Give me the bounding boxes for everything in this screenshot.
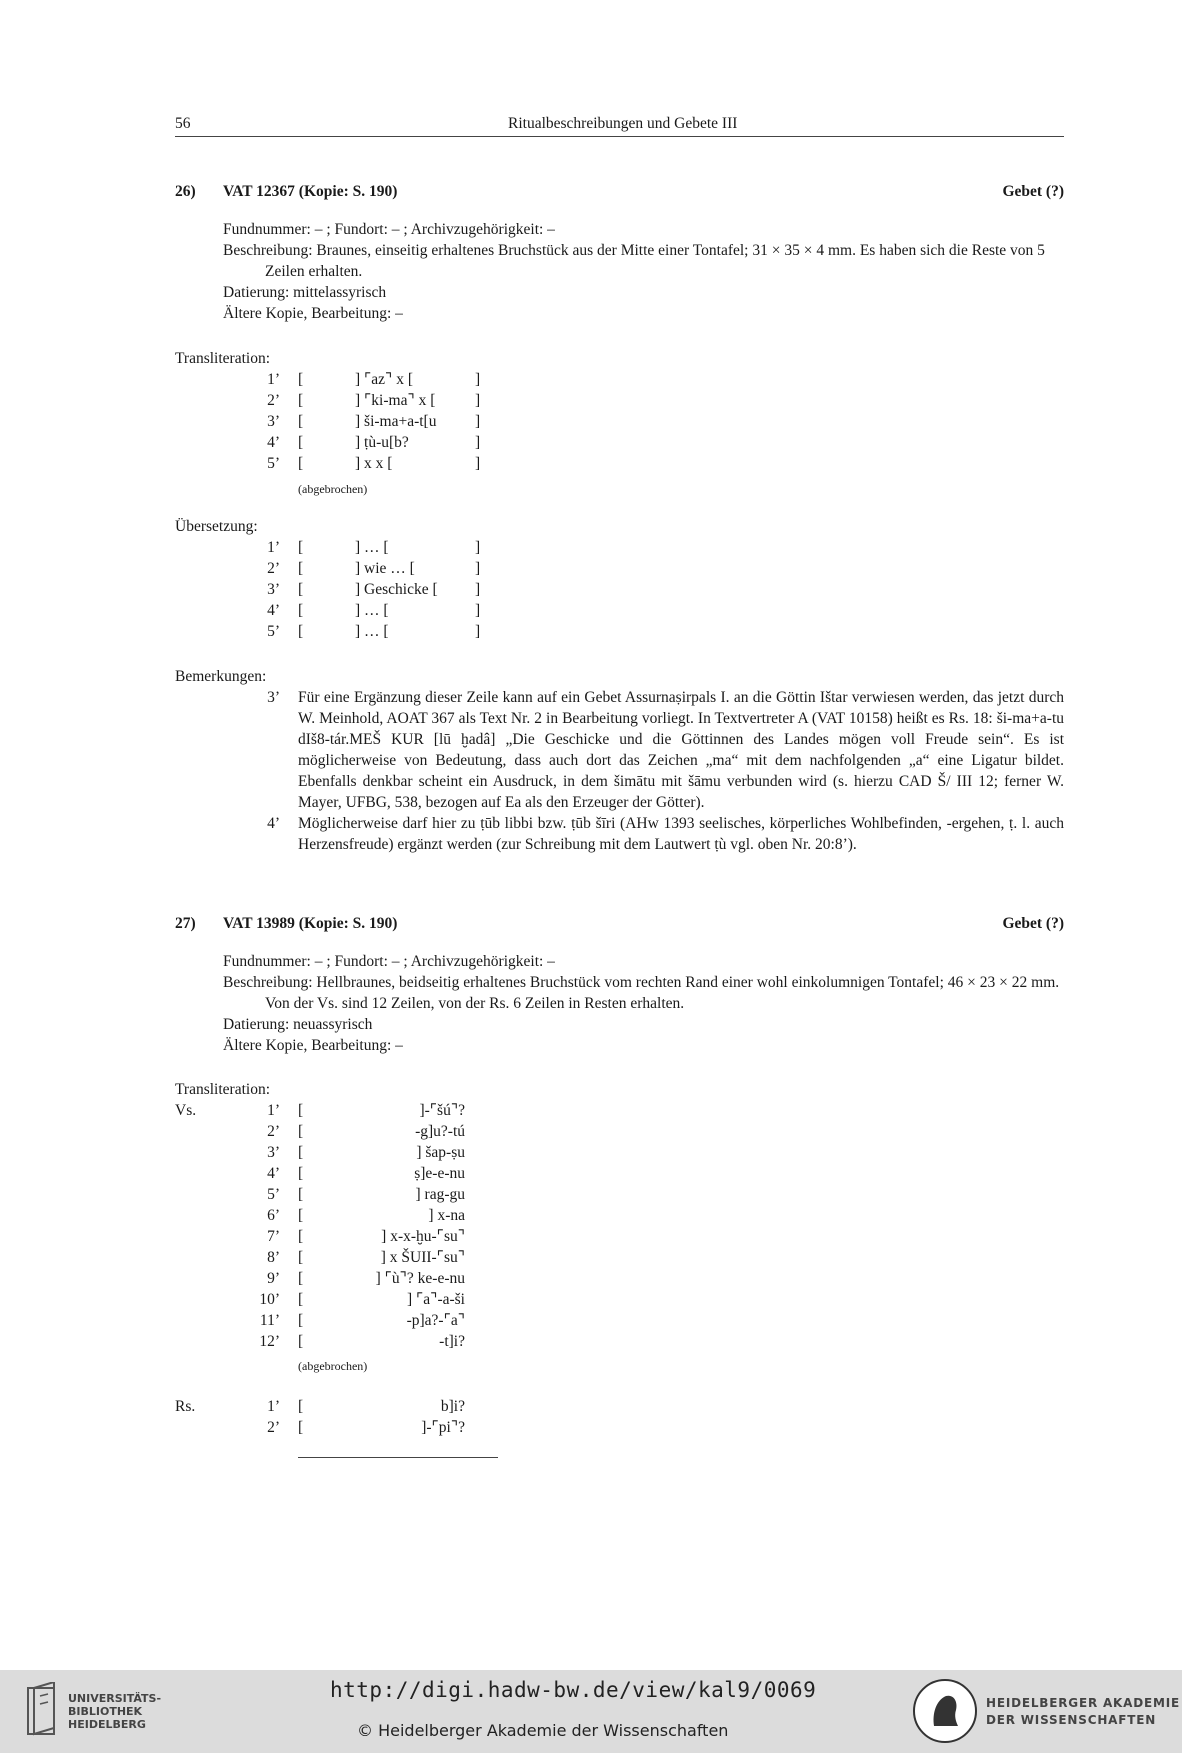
page-number: 56 — [175, 115, 191, 132]
meta-description: Beschreibung: Braunes, einseitig erhaltenes Bruchstück aus der Mitte einer Tontafel; 31 × 35 × 4 mm. Es haben sich die Reste von 5 Zeilen erhalten. — [223, 242, 1045, 280]
text-line — [175, 1247, 655, 1268]
left-bracket: [ — [298, 1186, 304, 1203]
text-line — [175, 411, 655, 432]
line-text: ] x x [ — [355, 455, 393, 472]
line-number: 11’ — [259, 1312, 280, 1329]
left-bracket: [ — [298, 1398, 304, 1415]
left-bracket: [ — [298, 581, 304, 598]
text-line — [175, 1121, 655, 1142]
line-text: ṣ]e-e-nu — [414, 1165, 465, 1182]
line-text: ] rag-gu — [415, 1186, 465, 1203]
line-text: ] wie … [ — [355, 560, 415, 577]
line-text: ] … [ — [355, 602, 389, 619]
text-line — [175, 432, 655, 453]
line-number: 1’ — [267, 1102, 280, 1119]
note-text: Für eine Ergänzung dieser Zeile kann auf ein Gebet Assurnaṣirpals I. an die Göttin Ištar verwiesen werden, das jetzt durch W. Meinhold, AOAT 367 als Text Nr. 2 in Bearbeitung vorliegt. In Textvertreter A (VAT 10158) heißt es Rs. 18: ši-ma+a-tu dIš8-tár.MEŠ KUR [lū ḫadâ] „Die Geschicke und die Göttinnen des Landes mögen voll Freude sein“. Es ist möglicherweise von Bedeutung, dass auch dort das Zeichen „ma“ mit dem nachfolgenden „a“ eine Ligatur bildet. Ebenfalls denkbar scheint ein Ausdruck, in dem šimātu mit šāmu verbunden wird (s. hierzu CAD Š/ III 12; ferner W. Mayer, UFBG, 538, bezogen auf Ea als den Erzeuger der Götter). — [298, 689, 1064, 811]
line-text: ]-⌜pi⌝? — [421, 1419, 465, 1436]
line-text: ] … [ — [355, 539, 389, 556]
meta-copy: Ältere Kopie, Bearbeitung: – — [223, 1037, 403, 1054]
text-line — [175, 621, 655, 642]
right-bracket: ] — [475, 581, 481, 598]
text-line — [175, 1100, 655, 1121]
line-number: 5’ — [267, 1186, 280, 1203]
line-number: 7’ — [267, 1228, 280, 1245]
right-bracket: ] — [475, 602, 481, 619]
note-line-number: 3’ — [267, 689, 280, 706]
meta-find: Fundnummer: – ; Fundort: – ; Archivzugehörigkeit: – — [223, 221, 555, 238]
entry-26-notes — [175, 687, 1064, 855]
text-line — [175, 1226, 655, 1247]
right-bracket: ] — [475, 623, 481, 640]
text-line — [175, 1184, 655, 1205]
line-number: 4’ — [267, 434, 280, 451]
left-bracket: [ — [298, 371, 304, 388]
left-bracket: [ — [298, 455, 304, 472]
line-number: 4’ — [267, 602, 280, 619]
entry-type: Gebet (?) — [1002, 915, 1064, 932]
right-bracket: ] — [475, 560, 481, 577]
line-number: 10’ — [259, 1291, 280, 1308]
left-bracket: [ — [298, 392, 304, 409]
entry-27-meta — [223, 951, 1064, 1056]
text-line — [175, 1289, 655, 1310]
right-bracket: ] — [475, 392, 481, 409]
left-bracket: [ — [298, 1270, 304, 1287]
text-line — [175, 390, 655, 411]
line-number: 9’ — [267, 1270, 280, 1287]
line-text: ] ⌜ù⌝? ke-e-nu — [375, 1270, 465, 1287]
end-rule — [298, 1457, 498, 1458]
reverse-label: Rs. — [175, 1398, 196, 1415]
left-bracket: [ — [298, 560, 304, 577]
line-text: ] x ŠUII-⌜su⌝ — [380, 1249, 465, 1266]
line-number: 2’ — [267, 392, 280, 409]
text-line — [175, 1205, 655, 1226]
left-bracket: [ — [298, 1144, 304, 1161]
text-line — [175, 600, 655, 621]
translit-label: Transliteration: — [175, 350, 271, 367]
left-bracket: [ — [298, 1333, 304, 1350]
permalink-url[interactable]: http://digi.hadw-bw.de/view/kal9/0069 — [330, 1678, 817, 1702]
right-bracket: ] — [475, 371, 481, 388]
footer-bar — [0, 1670, 1182, 1753]
right-bracket: ] — [475, 455, 481, 472]
line-text: ] x-na — [428, 1207, 465, 1224]
entry-title: VAT 13989 (Kopie: S. 190) — [223, 915, 398, 932]
line-text: ] … [ — [355, 623, 389, 640]
text-line — [175, 558, 655, 579]
text-line — [175, 453, 655, 474]
right-bracket: ] — [475, 434, 481, 451]
note-line-number: 4’ — [267, 815, 280, 832]
line-text: -t]i? — [439, 1333, 465, 1350]
text-line — [175, 579, 655, 600]
left-bracket: [ — [298, 539, 304, 556]
line-number: 1’ — [267, 371, 280, 388]
line-text: ] ⌜az⌝ x [ — [355, 371, 413, 388]
library-logo-icon — [24, 1682, 64, 1740]
line-number: 2’ — [267, 1123, 280, 1140]
translit-label: Transliteration: — [175, 1081, 271, 1098]
line-number: 4’ — [267, 1165, 280, 1182]
left-bracket: [ — [298, 623, 304, 640]
left-bracket: [ — [298, 1102, 304, 1119]
line-number: 3’ — [267, 581, 280, 598]
text-line — [175, 537, 655, 558]
line-text: ] ⌜ki-ma⌝ x [ — [355, 392, 436, 409]
broken-note: (abgebrochen) — [298, 1359, 368, 1373]
meta-description: Beschreibung: Hellbraunes, beidseitig erhaltenes Bruchstück vom rechten Rand einer wohl einkolumnigen Tontafel; 46 × 23 × 22 mm. Von der Vs. sind 12 Zeilen, von der Rs. 6 Zeilen in Resten erhalten. — [223, 974, 1060, 1012]
line-text: -p]a?-⌜a⌝ — [406, 1312, 465, 1329]
entry-title: VAT 12367 (Kopie: S. 190) — [223, 183, 398, 200]
text-line — [175, 1163, 655, 1184]
line-number: 2’ — [267, 560, 280, 577]
left-bracket: [ — [298, 434, 304, 451]
left-bracket: [ — [298, 1165, 304, 1182]
meta-dating: Datierung: mittelassyrisch — [223, 284, 387, 301]
line-text: ] ṭù-u[b? — [355, 434, 409, 451]
entry-number: 26) — [175, 183, 196, 200]
line-text: ] ⌜a⌝-a-ši — [407, 1291, 465, 1308]
line-number: 12’ — [259, 1333, 280, 1350]
left-bracket: [ — [298, 1123, 304, 1140]
entry-26-meta — [223, 219, 1064, 324]
line-text: -g]u?-tú — [415, 1123, 465, 1140]
note-text: Möglicherweise darf hier zu ṭūb libbi bzw. ṭūb šīri (AHw 1393 seelisches, körperliches Wohlbefinden, -ergehen, ṭ. l. auch Herzensfreude) ergänzt werden (zur Schreibung mit dem Lautwert ṭù vgl. oben Nr. 20:8’). — [298, 815, 1064, 853]
text-line — [175, 1268, 655, 1289]
text-line — [175, 1417, 655, 1438]
text-line — [175, 1396, 655, 1417]
note-item — [175, 687, 1064, 813]
line-number: 3’ — [267, 1144, 280, 1161]
text-line — [175, 369, 655, 390]
line-number: 5’ — [267, 623, 280, 640]
left-bracket: [ — [298, 602, 304, 619]
right-bracket: ] — [475, 539, 481, 556]
left-bracket: [ — [298, 1228, 304, 1245]
left-bracket: [ — [298, 1249, 304, 1266]
line-number: 5’ — [267, 455, 280, 472]
line-text: ] x-x-ḫu-⌜su⌝ — [381, 1228, 465, 1245]
library-name: UNIVERSITÄTS- BIBLIOTHEK HEIDELBERG — [68, 1692, 162, 1731]
entry-number: 27) — [175, 915, 196, 932]
translation-label: Übersetzung: — [175, 518, 258, 535]
line-text: ]-⌜šú⌝? — [419, 1102, 465, 1119]
text-line — [175, 1142, 655, 1163]
line-text: b]i? — [440, 1398, 465, 1415]
left-bracket: [ — [298, 1419, 304, 1436]
left-bracket: [ — [298, 1207, 304, 1224]
entry-type: Gebet (?) — [1002, 183, 1064, 200]
left-bracket: [ — [298, 1312, 304, 1329]
line-number: 3’ — [267, 413, 280, 430]
line-number: 1’ — [267, 539, 280, 556]
meta-copy: Ältere Kopie, Bearbeitung: – — [223, 305, 403, 322]
running-title: Ritualbeschreibungen und Gebete III — [508, 115, 738, 132]
header-rule — [175, 136, 1064, 137]
academy-name: HEIDELBERGER AKADEMIE DER WISSENSCHAFTEN — [986, 1696, 1180, 1727]
text-line — [175, 1331, 655, 1352]
academy-seal-icon — [912, 1678, 978, 1744]
line-number: 1’ — [267, 1398, 280, 1415]
notes-label: Bemerkungen: — [175, 668, 267, 685]
line-number: 8’ — [267, 1249, 280, 1266]
right-bracket: ] — [475, 413, 481, 430]
note-item — [175, 813, 1064, 855]
copyright-notice: © Heidelberger Akademie der Wissenschaften — [357, 1721, 729, 1740]
text-line — [175, 1310, 655, 1331]
line-text: ] Geschicke [ — [355, 581, 438, 598]
meta-dating: Datierung: neuassyrisch — [223, 1016, 373, 1033]
obverse-label: Vs. — [175, 1102, 197, 1119]
broken-note: (abgebrochen) — [298, 482, 368, 496]
meta-find: Fundnummer: – ; Fundort: – ; Archivzugehörigkeit: – — [223, 953, 555, 970]
line-text: ] ši-ma+a-t[u — [355, 413, 437, 430]
line-number: 2’ — [267, 1419, 280, 1436]
left-bracket: [ — [298, 413, 304, 430]
line-number: 6’ — [267, 1207, 280, 1224]
line-text: ] šap-ṣu — [416, 1144, 465, 1161]
left-bracket: [ — [298, 1291, 304, 1308]
